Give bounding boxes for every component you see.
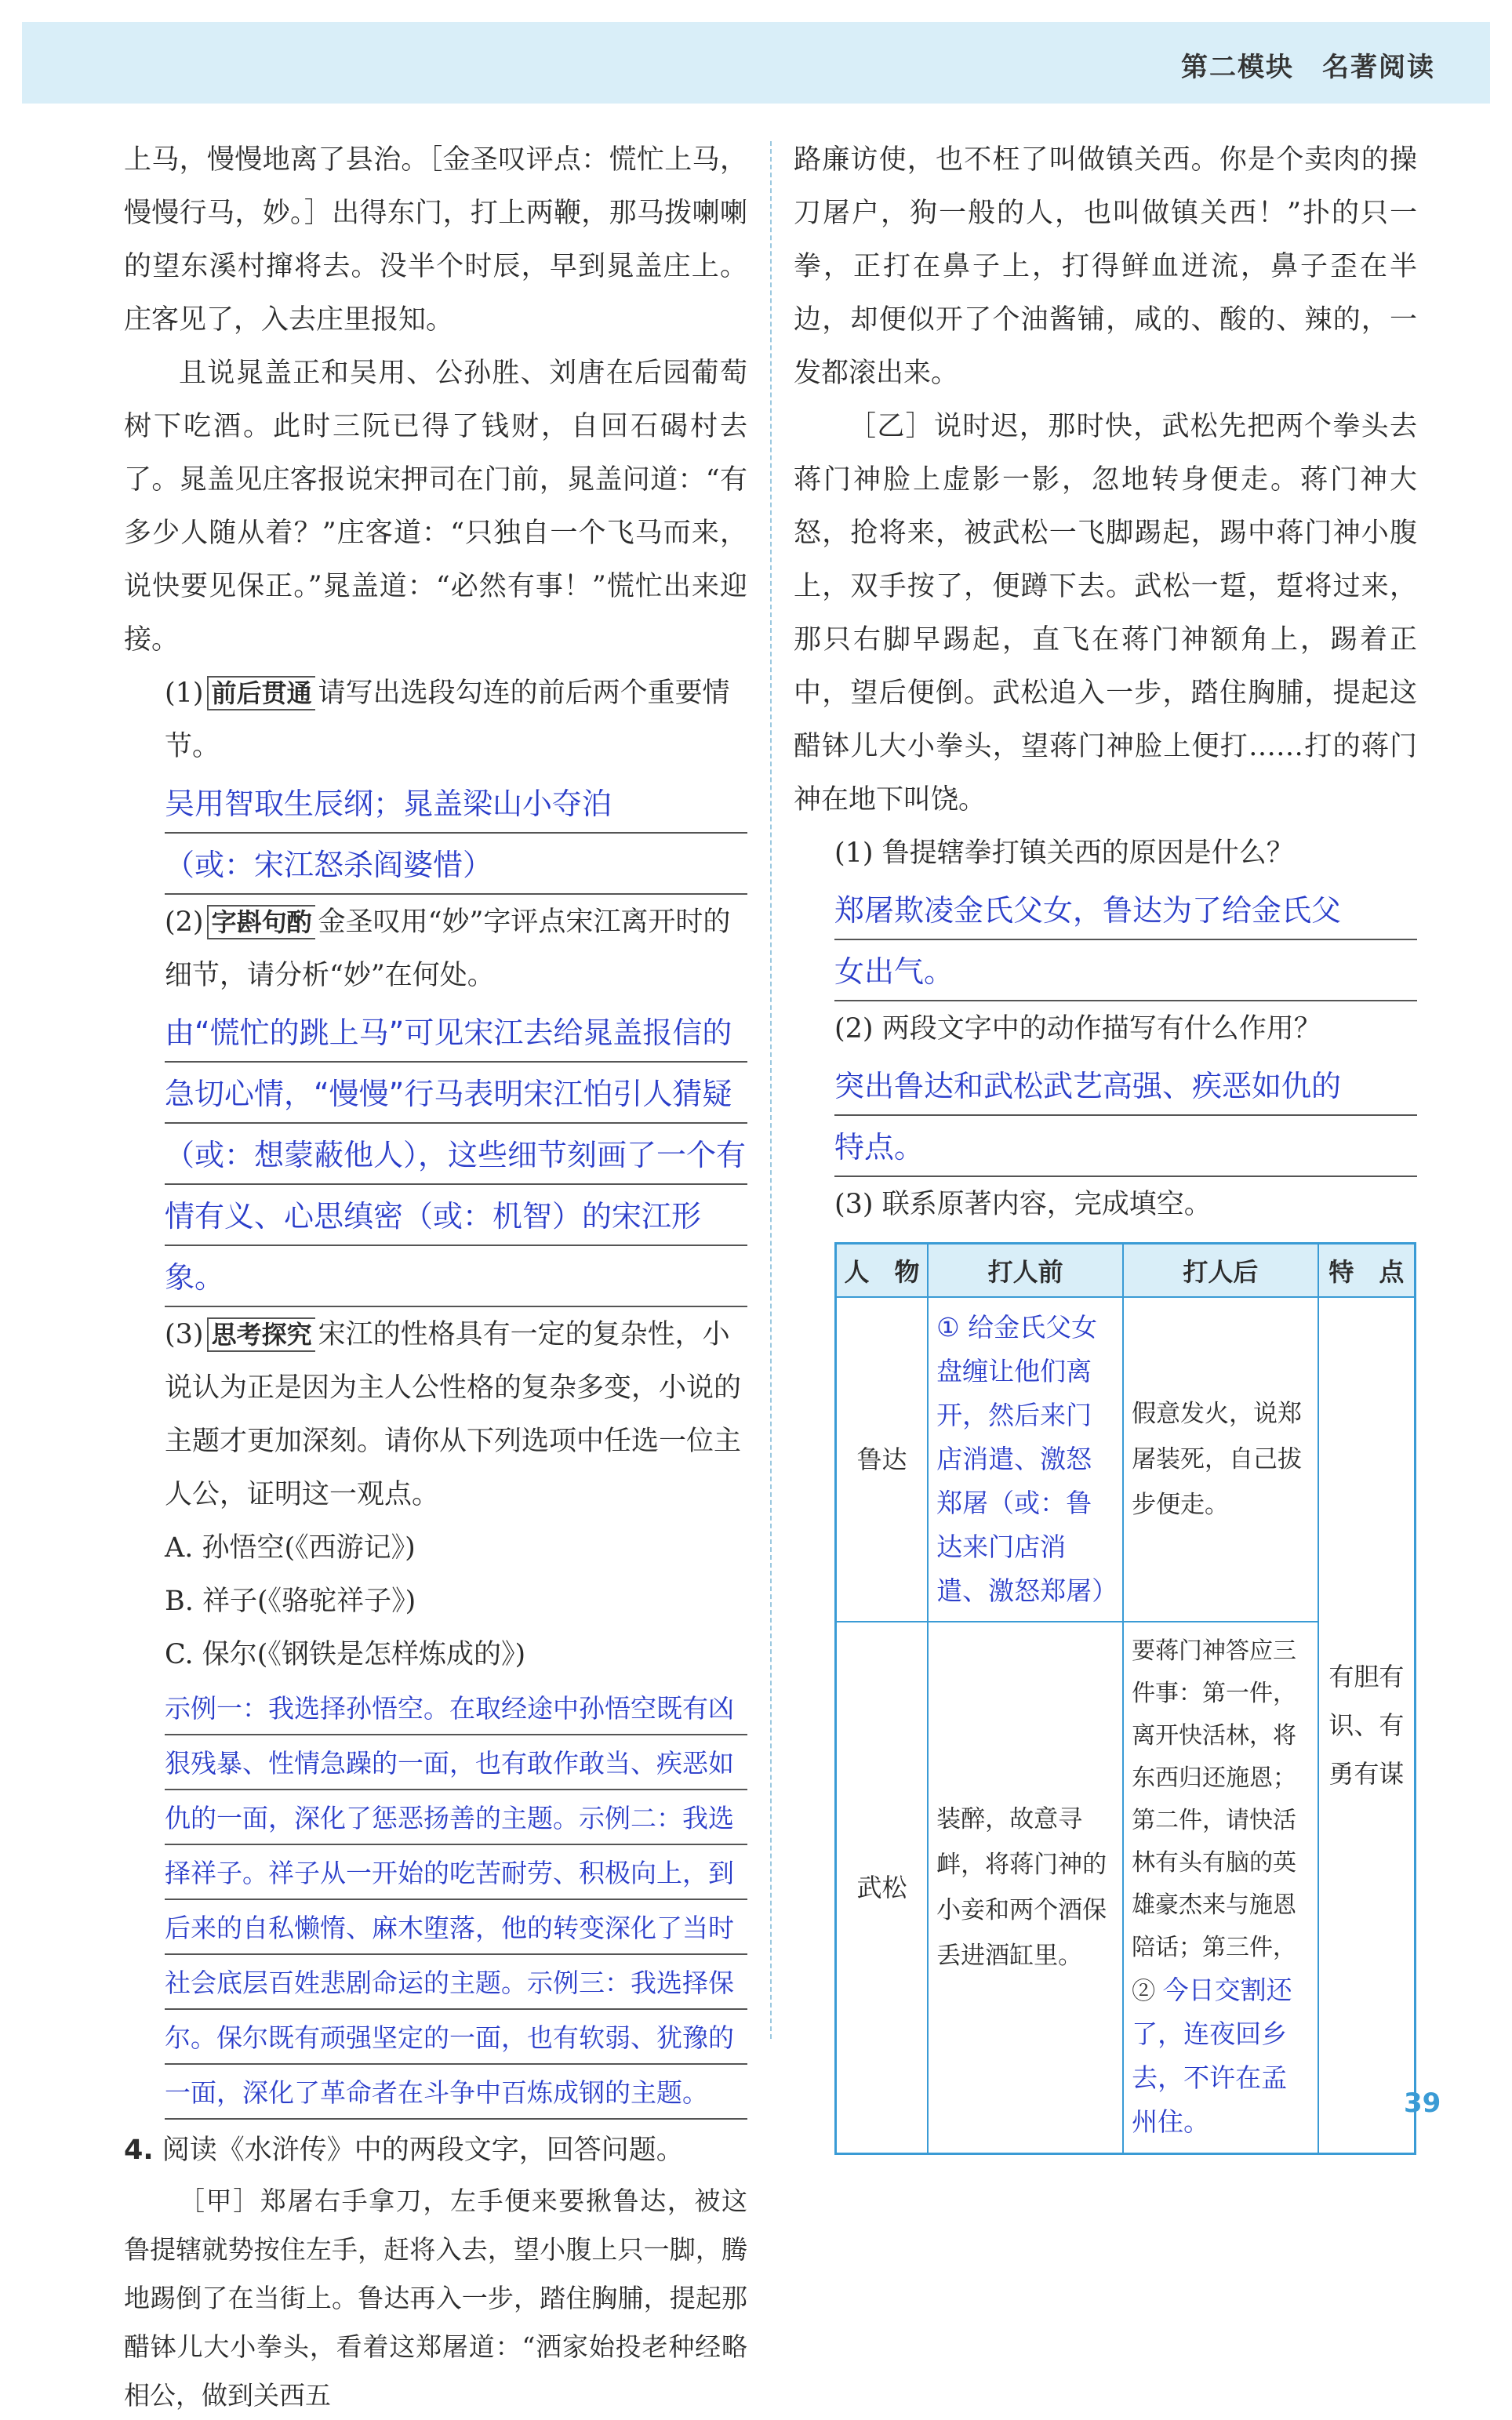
question-1 [165,667,747,773]
cell-text: 要蒋门神答应三件事：第一件，离开快活林，将东西归还施恩；第二件，请快活林有头有脑的英雄豪杰来与施恩陪话；第三件， [1132,1637,1297,1961]
answer-4-2-line1: 突出鲁达和武松武艺高强、疾恶如仇的 [834,1056,1417,1117]
passage-paragraph: 路廉访使，也不枉了叫做镇关西。你是个卖肉的操刀屠户，狗一般的人，也叫做镇关西！”扑的只一拳，正打在鼻子上，打得鲜血迸流，鼻子歪在半边，却便似开了个油酱铺，咸的、酸的、辣的，一发都滚出来。 [794,144,1417,389]
question-text: 宋江的性格具有一定的复杂性，小说认为正是因为主人公性格的复杂多变，小说的主题才更加深刻。请你从下列选项中任选一位主人公，证明这一观点。 [165,1319,742,1510]
page-header [22,22,1490,104]
answer-blank-2: 今日交割还了，连夜回乡去，不许在孟州住。 [1132,1975,1292,2137]
fill-in-table [834,1242,1416,2155]
option-a: A. 孙悟空(《西游记》) [165,1532,416,1564]
trait-cell: 有胆有识、有勇有谋 [1318,1297,1416,2154]
option-b: B. 祥子(《骆驼祥子》) [165,1586,416,1617]
table-row [836,1297,1416,1622]
question-number: 4. [124,2135,154,2166]
answer-3: 示例一：我选择孙悟空。在取经途中孙悟空既有凶狠残暴、性情急躁的一面，也有敢作敢当、疾恶如仇的一面，深化了惩恶扬善的主题。示例二：我选择祥子。祥子从一开始的吃苦耐劳、积极向上，到后来的自私懒惰、麻木堕落，他的转变深化了当时社会底层百姓悲剧命运的主题。示例三：我选择保尔。保尔既有顽强坚定的一面，也有软弱、犹豫的一面，深化了革命者在斗争中百炼成钢的主题。 [165,1681,747,2120]
question-tag: 思考探究 [207,1317,315,1352]
option-c: C. 保尔(《钢铁是怎样炼成的》) [165,1639,526,1670]
question-4-3: (3) 联系原著内容，完成填空。 [834,1189,1212,1220]
blank-number: ② [1132,1978,1156,2005]
question-number: (2) [165,907,204,938]
question-4-1: (1) 鲁提辖拳打镇关西的原因是什么？ [834,838,1294,869]
column-divider [770,141,772,2039]
answer-4-1-line2: 女出气。 [834,941,1417,1002]
question-4-2: (2) 两段文字中的动作描写有什么作用？ [834,1013,1321,1045]
right-column [794,133,1417,2155]
answer-4-1-line1: 郑屠欺凌金氏父女，鲁达为了给金氏父 [834,880,1417,941]
passage-paragraph: 上马，慢慢地离了县治。［金圣叹评点：慌忙上马，慢慢行马，妙。］出得东门，打上两鞭，那马拨喇喇的望东溪村撺将去。没半个时辰，早到晁盖庄上。庄客见了，入去庄里报知。 [124,144,747,336]
answer-4-2-line2: 特点。 [834,1117,1417,1178]
passage-paragraph: 且说晁盖正和吴用、公孙胜、刘唐在后园葡萄树下吃酒。此时三阮已得了钱财，自回石碣村去了。晁盖见庄客报说宋押司在门前，晁盖问道：“有多少人随从着？”庄客道：“只独自一个飞马而来，说快要见保正。”晁盖道：“必然有事！”慌忙出来迎接。 [124,358,747,656]
answer-1-line1: 吴用智取生辰纲；晁盖梁山小夺泊 [165,773,747,834]
table-header: 特 点 [1318,1244,1416,1298]
passage-jia: ［甲］郑屠右手拿刀，左手便来要揪鲁达，被这鲁提辖就势按住左手，赶将入去，望小腹上只一脚，腾地踢倒了在当街上。鲁达再入一步，踏住胸脯，提起那醋钵儿大小拳头，看着这郑屠道：“洒家始投老种经略相公，做到关西五 [124,2186,747,2411]
answer-1-line2: （或：宋江怒杀阎婆惜） [165,834,747,896]
question-text: 阅读《水浒传》中的两段文字，回答问题。 [162,2135,684,2166]
table-header: 人 物 [836,1244,929,1298]
passage-yi: ［乙］说时迟，那时快，武松先把两个拳头去蒋门神脸上虚影一影，忽地转身便走。蒋门神大怒，抢将来，被武松一飞脚踢起，踢中蒋门神小腹上，双手按了，便蹲下去。武松一踅，踅将过来，那只右脚早踢起，直飞在蒋门神额角上，踢着正中，望后便倒。武松追入一步，踏住胸脯，提起这醋钵儿大小拳头，望蒋门神脸上便打……打的蒋门神在地下叫饶。 [794,411,1417,816]
left-column [124,133,747,2420]
section-title: 第二模块 名著阅读 [1181,52,1435,83]
question-tag: 字斟句酌 [207,905,315,939]
question-text: 请写出选段勾连的前后两个重要情节。 [165,678,730,762]
table-header-row [836,1244,1416,1298]
after-fight-cell: 假意发火，说郑屠装死，自己拔步便走。 [1123,1297,1318,1622]
question-number: (1) [165,678,204,709]
page-number: 39 [1404,2088,1441,2119]
question-2 [165,896,747,1002]
answer-blank-1: ① 给金氏父女盘缠让他们离开，然后来门店消遣、激怒郑屠（或：鲁达来门店消遣、激怒郑屠） [928,1297,1123,1622]
person-name: 鲁达 [836,1297,929,1622]
question-number: (3) [165,1319,204,1350]
table-header: 打人后 [1123,1244,1318,1298]
after-fight-cell [1123,1622,1318,2154]
question-4 [124,2124,747,2177]
person-name: 武松 [836,1622,929,2154]
before-fight-cell: 装醉，故意寻衅，将蒋门神的小妾和两个酒保丢进酒缸里。 [928,1622,1123,2154]
question-3 [165,1308,747,1521]
answer-2: 由“慌忙的跳上马”可见宋江去给晁盖报信的急切心情，“慢慢”行马表明宋江怕引人猜疑（或：想蒙蔽他人），这些细节刻画了一个有情有义、心思缜密（或：机智）的宋江形象。 [165,1002,747,1308]
table-header: 打人前 [928,1244,1123,1298]
question-tag: 前后贯通 [207,676,315,710]
question-text: 金圣叹用“妙”字评点宋江离开时的细节，请分析“妙”在何处。 [165,907,731,991]
